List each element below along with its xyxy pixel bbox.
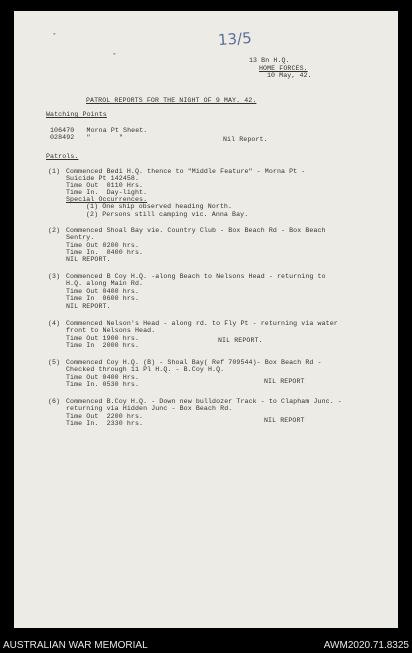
patrol-3-time-in: Time In 0600 hrs. [66, 295, 140, 302]
patrol-6-time-out: Time Out 2200 hrs. [66, 413, 144, 420]
watching-nil-report: Nil Report. [223, 136, 268, 143]
footer-institution: AUSTRALIAN WAR MEMORIAL [3, 640, 148, 651]
patrol-1-special-heading: Special Occurrences. [66, 196, 148, 203]
punch-mark: ˚ [52, 33, 57, 42]
handwritten-annotation: 13/5 [217, 28, 253, 50]
document-title: PATROL REPORTS FOR THE NIGHT OF 9 MAY. 42. [86, 97, 257, 104]
patrol-5-nil-report: NIL REPORT [264, 378, 305, 385]
patrol-1-time-in: Time In. Day-light. [66, 189, 148, 196]
patrol-2-nil-report: NIL REPORT. [66, 256, 111, 263]
patrol-5-time-out: Time Out 0400 Hrs. [66, 374, 140, 381]
patrol-1-number: (1) [48, 168, 61, 175]
punch-mark: ˚ [112, 53, 117, 62]
patrol-2-number: (2) [48, 227, 61, 234]
patrol-5-time-in: Time In. 0530 hrs. [66, 381, 140, 388]
patrol-4-time-out: Time Out 1900 hrs. [66, 335, 140, 342]
patrol-2-route: Commenced Shoal Bay vie. Country Club - Box Beach Rd - Box Beach [66, 227, 326, 234]
patrol-3-nil-report: NIL REPORT. [66, 303, 111, 310]
patrols-heading: Patrols. [46, 153, 79, 160]
patrol-4-number: (4) [48, 320, 61, 327]
patrol-4-nil-report: NIL REPORT. [218, 337, 263, 344]
patrol-1-time-out: Time Out 0110 Hrs. [66, 182, 144, 189]
header-forces: HOME FORCES. [259, 65, 308, 72]
patrol-6-route-cont: returning via Hidden Junc - Box Beach Rd. [66, 405, 233, 412]
patrol-6-time-in: Time In. 2330 hrs. [66, 420, 144, 427]
patrol-5-number: (5) [48, 359, 61, 366]
patrol-4-route: Commenced Nelson's Head - along rd. to Fly Pt - returning via water [66, 320, 338, 327]
patrol-6-nil-report: NIL REPORT [264, 417, 305, 424]
patrol-4-time-in: Time In 2000 hrs. [66, 342, 140, 349]
watching-points-heading: Watching Points [46, 111, 107, 118]
patrol-3-route-cont: H.Q. along Main Rd. [66, 280, 144, 287]
patrol-3-number: (3) [48, 273, 61, 280]
watching-line-1: 106470 Morna Pt Sheet. [50, 127, 148, 134]
patrol-3-time-out: Time Out 0400 hrs. [66, 288, 140, 295]
patrol-2-time-out: Time Out 0200 hrs. [66, 242, 140, 249]
patrol-2-time-in: Time In. 0400 hrs. [66, 249, 144, 256]
patrol-1-route: Commenced Bedi H.Q. thence to "Middle Feature" - Morna Pt - [66, 168, 306, 175]
patrol-6-number: (6) [48, 398, 61, 405]
watching-line-2: 028492 " " [50, 134, 124, 141]
patrol-5-route-cont: Checked through 11 Pl H.Q. - B.Coy H.Q. [66, 366, 225, 373]
patrol-1-route-cont: Suicide Pt 142458. [66, 175, 140, 182]
header-date: 10 May, 42. [267, 72, 312, 79]
patrol-1-occurrence-1: (1) One ship observed heading North. [86, 203, 233, 210]
patrol-1-occurrence-2: (2) Persons still camping vic. Anna Bay. [86, 211, 249, 218]
patrol-2-route-cont: Sentry. [66, 234, 95, 241]
footer-accession-number: AWM2020.71.8325 [323, 640, 409, 651]
archive-footer [0, 636, 412, 653]
patrol-3-route: Commenced B Coy H.Q. -along Beach to Nelsons Head - returning to [66, 273, 326, 280]
patrol-5-route: Commenced Coy H.Q. (B) - Shoal Bay( Ref 709544)- Box Beach Rd - [66, 359, 322, 366]
patrol-6-route: Commenced B.Coy H.Q. - Down new bulldozer Track - to Clapham Junc. - [66, 398, 342, 405]
patrol-4-route-cont: front to Nelsons Head. [66, 327, 156, 334]
header-unit: 13 Bn H.Q. [249, 57, 290, 64]
